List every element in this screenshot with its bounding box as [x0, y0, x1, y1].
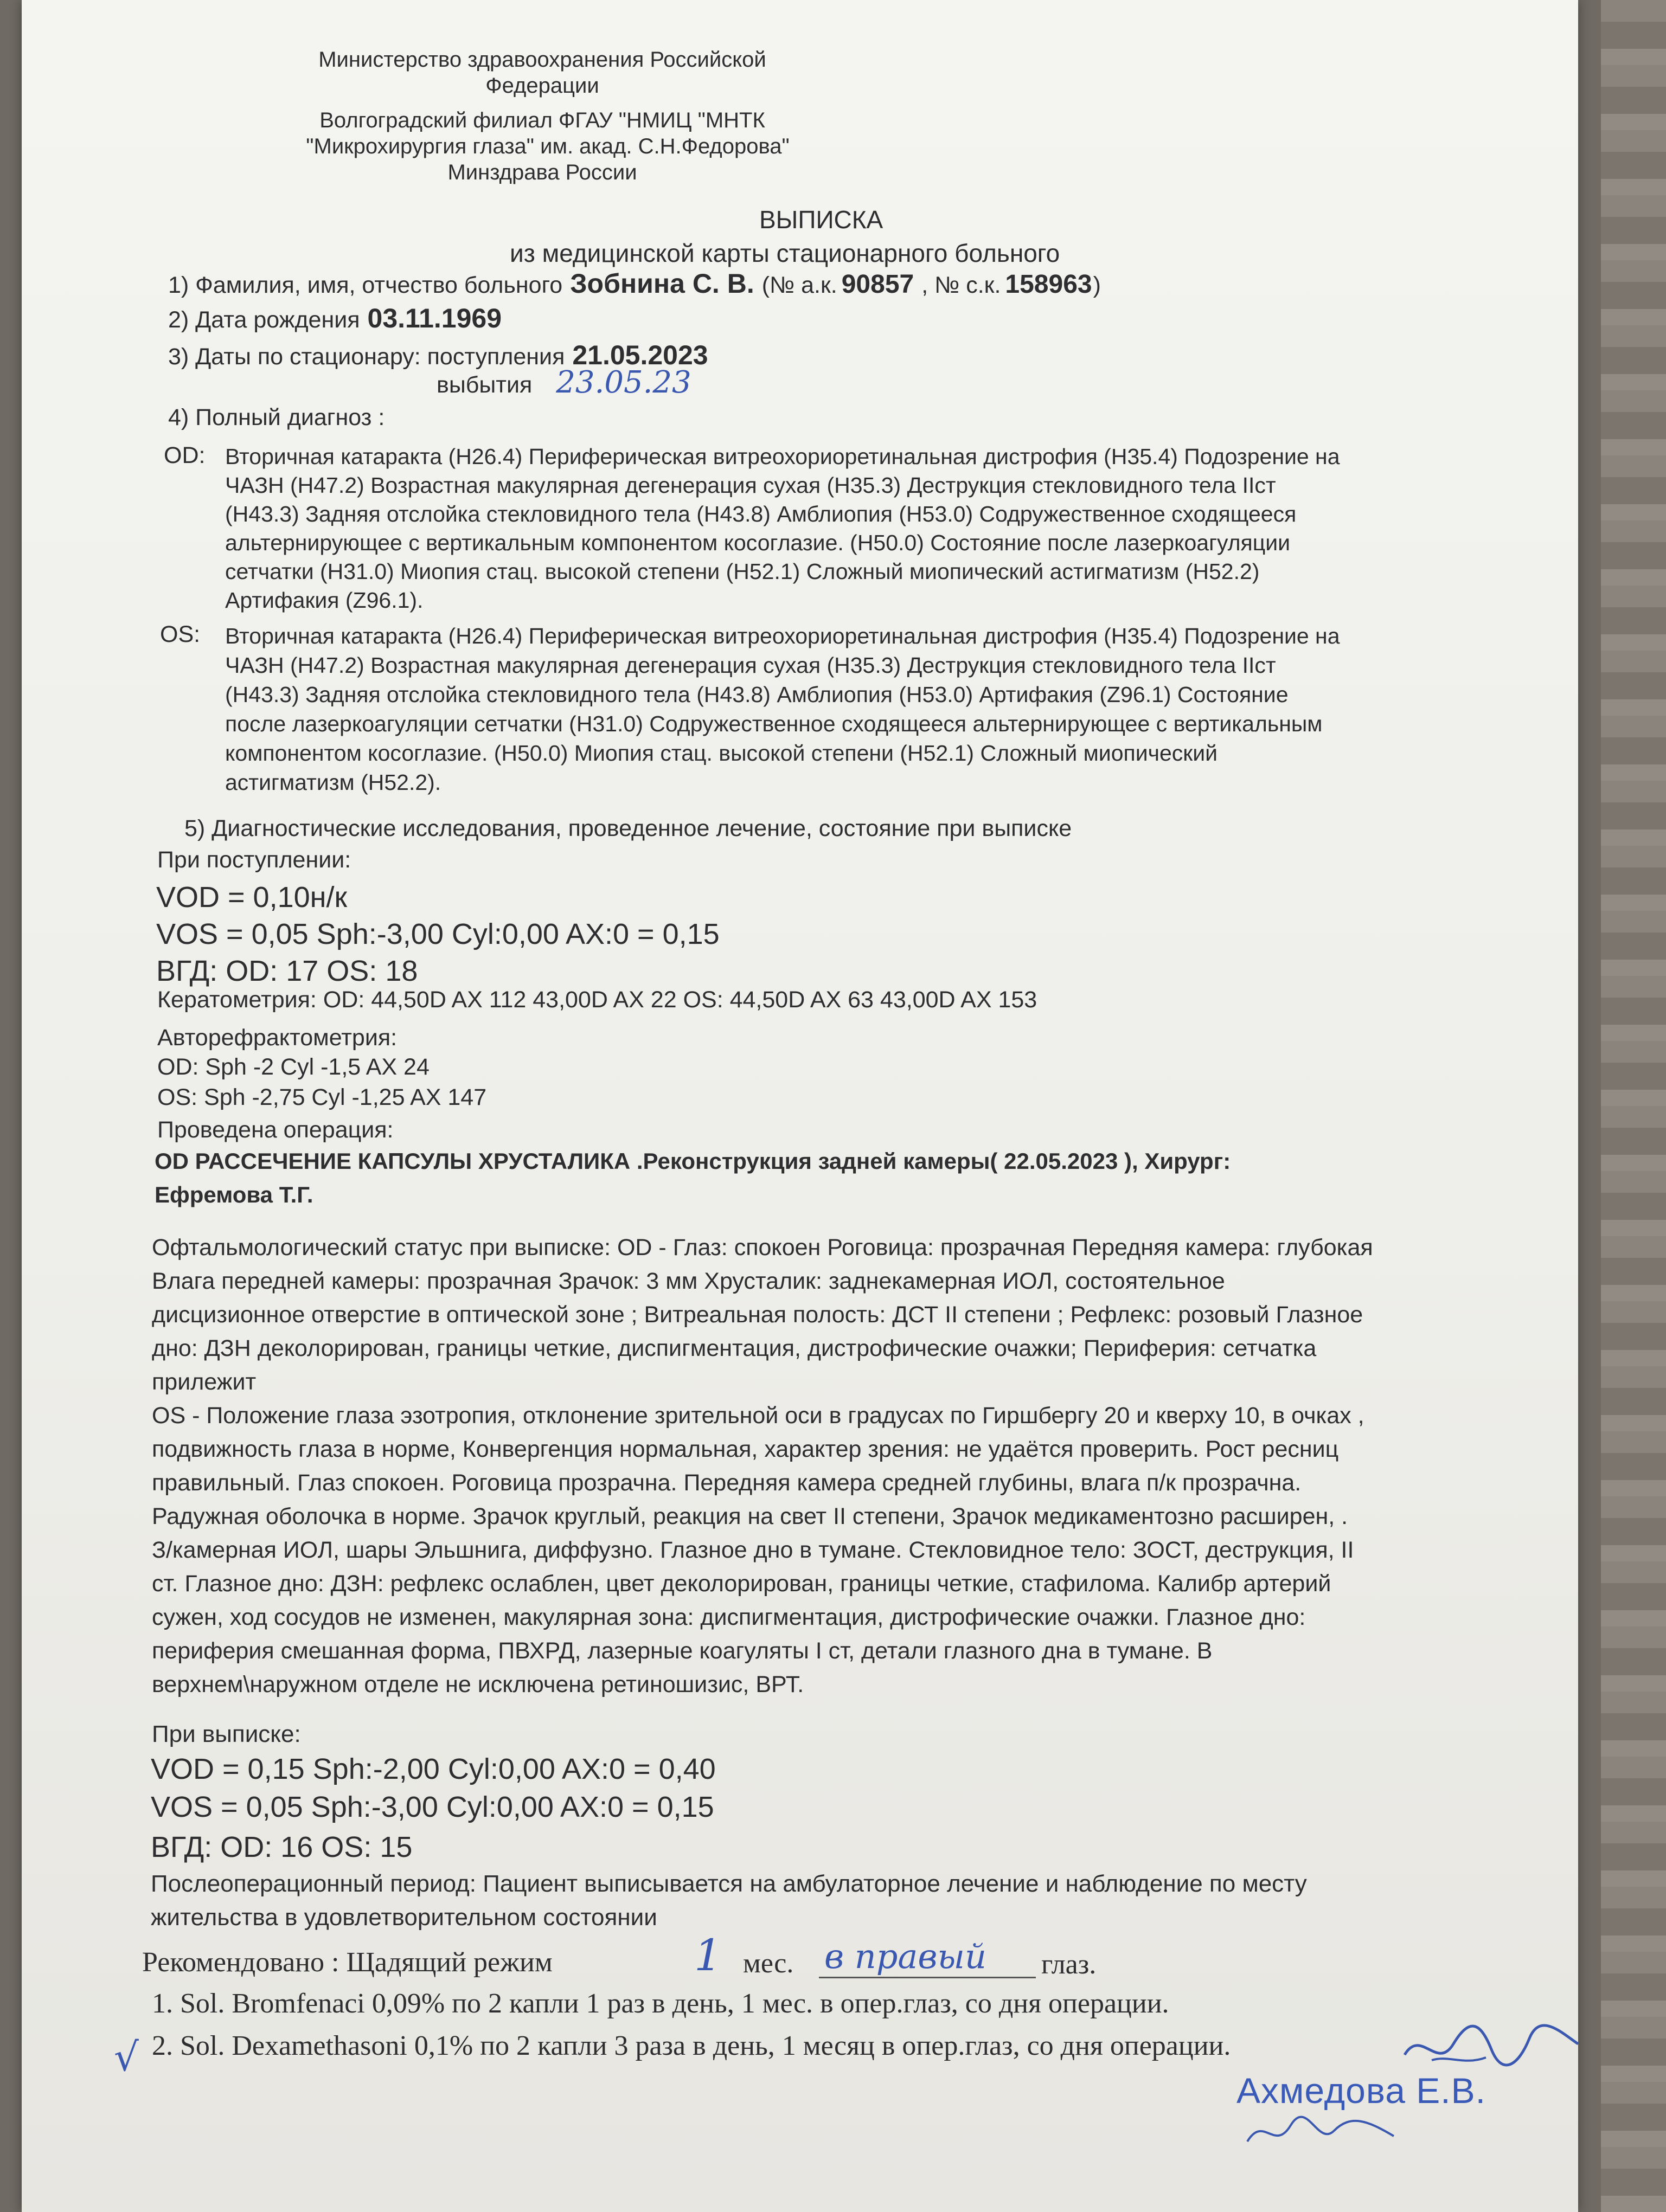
od-diagnosis — [225, 442, 1340, 615]
card-open: (№ а.к. — [761, 272, 837, 298]
status-line: OS - Положение глаза эзотропия, отклонение зрительной оси в градусах по Гиршбергу 20 и кверху 10, в очках , — [152, 1403, 1364, 1429]
vod-discharge: VOD = 0,15 Sph:-2,00 Cyl:0,00 AX:0 = 0,40 — [151, 1753, 716, 1785]
prescription-2: 2. Sol. Dexamethasoni 0,1% по 2 капли 3 раза в день, 1 месяц в опер.глаз, со дня операции. — [152, 2030, 1231, 2061]
postop-line-1: Послеоперационный период: Пациент выписывается на амбулаторное лечение и наблюдение по месту — [151, 1870, 1307, 1897]
od-line: (H43.3) Задняя отслойка стекловидного тела (H43.8) Амблиопия (H53.0) Содружественное сходящееся — [225, 501, 1297, 526]
patient-name-row — [168, 268, 1101, 299]
autorefractometry-od: OD: Sph -2 Cyl -1,5 AX 24 — [157, 1054, 430, 1080]
dates-label: 3) Даты по стационару: поступления — [168, 344, 565, 370]
dob-row — [168, 303, 502, 334]
os-line: астигматизм (H52.2). — [225, 770, 441, 795]
months-label: мес. — [743, 1948, 794, 1979]
autorefractometry-label: Авторефрактометрия: — [157, 1025, 398, 1051]
months-handwritten: 1 — [694, 1930, 722, 1980]
ministry-line-1: Министерство здравоохранения Российской — [318, 48, 766, 72]
discharge-date-handwritten: 23.05.23 — [556, 365, 691, 400]
branch-line-3: Минздрава России — [447, 160, 637, 184]
os-line: компонентом косоглазие. (H50.0) Миопия стац. высокой степени (H52.1) Сложный миопический — [225, 741, 1218, 766]
os-line: после лазеркоагуляции сетчатки (H31.0) Содружественное сходящееся альтернирующее с вертикальным — [225, 711, 1323, 736]
status-line: верхнем\наружном отделе не исключена ретиношизис, ВРТ. — [152, 1671, 804, 1697]
prescription-1: 1. Sol. Bromfenaci 0,09% по 2 капли 1 раз в день, 1 мес. в опер.глаз, со дня операции. — [152, 1988, 1169, 2019]
iop-admission: ВГД: OD: 17 OS: 18 — [156, 955, 418, 987]
iop-discharge: ВГД: OD: 16 OS: 15 — [151, 1831, 413, 1863]
card-number: 90857 — [841, 270, 914, 299]
section5-label: 5) Диагностические исследования, проведенное лечение, состояние при выписке — [184, 815, 1072, 841]
status-line: ст. Глазное дно: ДЗН: рефлекс ослаблен, цвет деколорирован, границы четкие, стафилома. Калибр артерий — [152, 1571, 1331, 1597]
status-line: правильный. Глаз спокоен. Роговица прозрачна. Передняя камера средней глубины, влага п/к прозрачна. — [152, 1470, 1302, 1496]
od-line: Артифакия (Z96.1). — [225, 588, 424, 613]
operation-line-2: Ефремова Т.Г. — [155, 1182, 313, 1207]
od-line: Вторичная катаракта (H26.4) Периферическая витреохориоретинальная дистрофия (H35.4) Подозрение на — [225, 444, 1340, 469]
recommendations-label: Рекомендовано : Щадящий режим — [142, 1947, 553, 1978]
os-line: Вторичная катаракта (H26.4) Периферическая витреохориоретинальная дистрофия (H35.4) Подозрение на — [225, 623, 1340, 648]
status-line: Офтальмологический статус при выписке: OD - Глаз: спокоен Роговица: прозрачная Передняя камера: глубокая — [152, 1234, 1373, 1261]
od-line: ЧАЗН (H47.2) Возрастная макулярная дегенерация сухая (H35.3) Деструкция стекловидного тела IIст — [225, 473, 1276, 498]
card-close: ) — [1093, 272, 1101, 298]
vos-admission: VOS = 0,05 Sph:-3,00 Cyl:0,00 AX:0 = 0,15 — [156, 918, 720, 950]
dob-value: 03.11.1969 — [367, 303, 502, 333]
sk-number: 158963 — [1005, 270, 1092, 299]
card-mid: , № с.к. — [921, 272, 1001, 298]
eye-underline — [819, 1977, 1036, 1978]
eye-handwritten: в правый — [824, 1937, 986, 1976]
status-line: Влага передней камеры: прозрачная Зрачок: 3 мм Хрусталик: заднекамерная ИОЛ, состоятельное — [152, 1268, 1225, 1294]
os-diagnosis — [225, 621, 1340, 797]
status-line: прилежит — [152, 1369, 257, 1395]
discharge-label: выбытия — [437, 372, 533, 398]
status-line: периферия смешанная форма, ПВХРД, лазерные коагуляты I ст, детали глазного дна в тумане. В — [152, 1638, 1213, 1664]
status-line: подвижность глаза в норме, Конвергенция нормальная, характер зрения: не удаётся проверить. Рост ресниц — [152, 1436, 1339, 1462]
os-label: OS: — [160, 621, 201, 647]
branch-line-2: "Микрохирургия глаза" им. акад. С.Н.Федорова" — [306, 134, 790, 158]
doctor-stamp: Ахмедова Е.В. — [1236, 2070, 1486, 2111]
status-line: Радужная оболочка в норме. Зрачок круглый, реакция на свет II степени, Зрачок медикаментозно расширен, . — [152, 1503, 1348, 1529]
check-mark: √ — [114, 2034, 139, 2080]
diagnosis-label: 4) Полный диагноз : — [168, 404, 385, 430]
vod-admission: VOD = 0,10н/к — [156, 881, 348, 914]
status-line: З/камерная ИОЛ, шары Эльшнига, диффузно. Глазное дно в тумане. Стекловидное тело: ЗОСТ, деструкция, II — [152, 1537, 1354, 1563]
postop-line-2: жительства в удовлетворительном состоянии — [151, 1904, 657, 1931]
ministry-line-2: Федерации — [485, 74, 599, 98]
operation-label: Проведена операция: — [157, 1117, 394, 1143]
patient-name: Зобнина С. В. — [570, 268, 754, 299]
discharge-row — [437, 365, 691, 400]
branch-line-1: Волгоградский филиал ФГАУ "НМИЦ "МНТК — [319, 108, 765, 132]
autorefractometry-os: OS: Sph -2,75 Cyl -1,25 AX 147 — [157, 1084, 487, 1110]
doc-title: ВЫПИСКА — [759, 205, 883, 234]
wooden-surface — [1601, 0, 1666, 2212]
os-line: ЧАЗН (H47.2) Возрастная макулярная дегенерация сухая (H35.3) Деструкция стекловидного тела IIст — [225, 653, 1276, 678]
admission-date: 21.05.2023 — [572, 340, 708, 370]
od-line: альтернирующее с вертикальным компонентом косоглазие. (H50.0) Состояние после лазеркоагуляции — [225, 530, 1291, 555]
os-line: (H43.3) Задняя отслойка стекловидного тела (H43.8) Амблиопия (H53.0) Артифакия (Z96.1) Состояние — [225, 682, 1289, 707]
vos-discharge: VOS = 0,05 Sph:-3,00 Cyl:0,00 AX:0 = 0,15 — [151, 1791, 714, 1823]
name-label: 1) Фамилия, имя, отчество больного — [168, 272, 563, 298]
doc-subtitle: из медицинской карты стационарного больного — [510, 239, 1060, 267]
status-line: дисцизионное отверстие в оптической зоне ; Витреальная полость: ДСТ II степени ; Рефлекс: розовый Глазное — [152, 1302, 1363, 1328]
od-line: сетчатки (H31.0) Миопия стац. высокой степени (H52.1) Сложный миопический астигматизм (H52.2) — [225, 559, 1260, 584]
od-label: OD: — [164, 442, 206, 468]
operation-line-1: OD РАССЕЧЕНИЕ КАПСУЛЫ ХРУСТАЛИКА .Реконструкция задней камеры( 22.05.2023 ), Хирург: — [155, 1148, 1231, 1174]
status-line: дно: ДЗН деколорирован, границы четкие, диспигментация, дистрофические очажки; Периферия: сетчатка — [152, 1335, 1317, 1361]
keratometry: Кератометрия: OD: 44,50D AX 112 43,00D AX 22 OS: 44,50D AX 63 43,00D AX 153 — [157, 987, 1037, 1013]
discharge-document — [22, 0, 1578, 2212]
admission-state-label: При поступлении: — [157, 847, 351, 873]
dob-label: 2) Дата рождения — [168, 307, 360, 333]
discharge-state-label: При выписке: — [152, 1721, 301, 1747]
eye-label: глаз. — [1041, 1949, 1097, 1980]
stamp-scribble — [1242, 2109, 1405, 2158]
ophthalmic-status — [152, 1231, 1373, 1701]
status-line: сужен, ход сосудов не изменен, макулярная зона: диспигментация, дистрофические очажки. Глазное дно: — [152, 1604, 1306, 1630]
